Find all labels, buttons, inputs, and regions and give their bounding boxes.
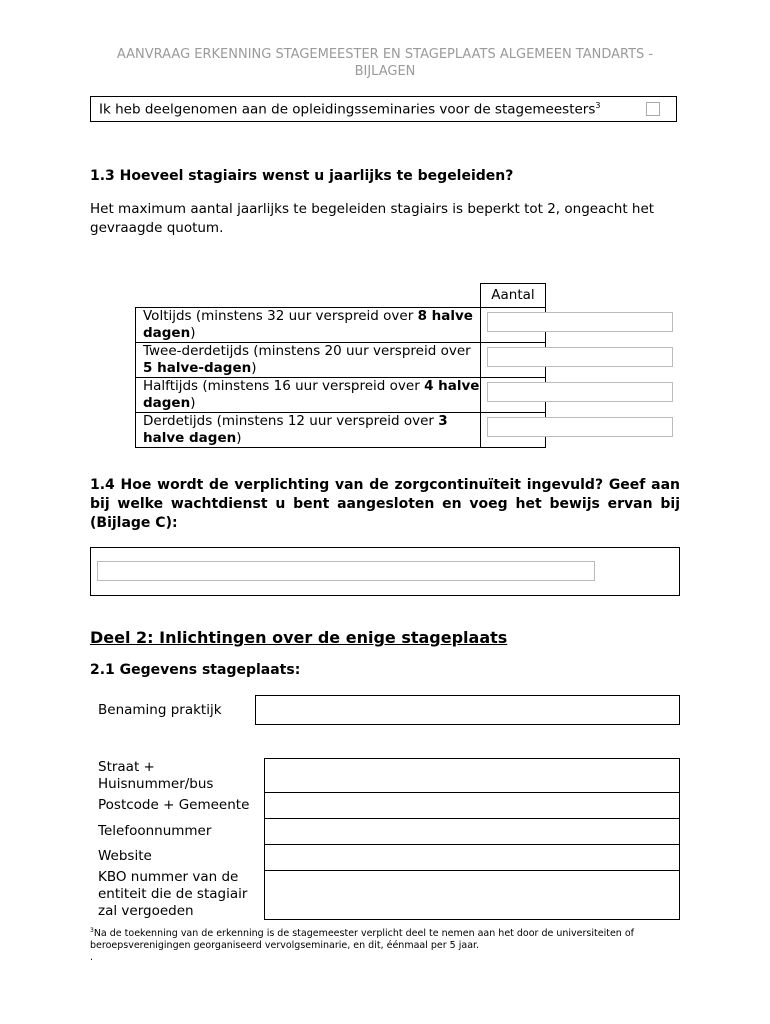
seminar-box <box>90 96 677 122</box>
header-line-1: AANVRAAG ERKENNING STAGEMEESTER EN STAGEPLAATS ALGEMEEN TANDARTS - <box>116 47 654 62</box>
deel-2-title: Deel 2: Inlichtingen over de enige stageplaats <box>90 628 508 647</box>
kbo-input[interactable] <box>264 870 680 920</box>
kbo-label: KBO nummer van de entiteit die de stagiair zal vergoeden <box>98 869 248 919</box>
row-label: Halftijds (minstens 16 uur verspreid over 4 halve dagen) <box>136 378 481 413</box>
straat-label: Straat + Huisnummer/bus <box>98 759 214 792</box>
aantal-input-halftijds[interactable] <box>487 382 673 402</box>
website-input[interactable] <box>264 844 680 871</box>
straat-input[interactable] <box>264 758 680 793</box>
seminar-checkbox[interactable] <box>646 102 660 116</box>
row-label: Twee-derdetijds (minstens 20 uur verspreid over 5 halve-dagen) <box>136 343 481 378</box>
aantal-input-twee-derdetijds[interactable] <box>487 347 673 367</box>
section-1-3-body: Het maximum aantal jaarlijks te begeleiden stagiairs is beperkt tot 2, ongeacht het gevraagde quotum. <box>90 201 655 236</box>
section-1-3-heading: 1.3 Hoeveel stagiairs wenst u jaarlijks te begeleiden? <box>90 168 514 184</box>
row-label: Derdetijds (minstens 12 uur verspreid over 3 halve dagen) <box>136 413 481 448</box>
telefoon-input[interactable] <box>264 818 680 845</box>
header-line-2: BIJLAGEN <box>354 64 416 79</box>
aantal-input-voltijds[interactable] <box>487 312 673 332</box>
table-row <box>136 343 546 378</box>
table-row <box>136 413 546 448</box>
column-header-aantal: Aantal <box>481 284 546 308</box>
footnote-text: Na de toekenning van de erkenning is de stagemeester verplicht deel te nemen aan het door de universiteiten of beroepsverenigingen georganiseerd vervolgseminarie, en dit, éénmaal per 5 jaar. <box>90 928 634 952</box>
website-label: Website <box>98 848 152 864</box>
footnote-trailing: . <box>90 952 94 964</box>
document-header <box>90 46 680 80</box>
table-row <box>136 308 546 343</box>
wachtdienst-input[interactable] <box>97 561 595 581</box>
quota-table <box>135 283 546 448</box>
table-row <box>136 378 546 413</box>
postcode-label: Postcode + Gemeente <box>98 797 250 813</box>
benaming-input[interactable] <box>255 695 680 725</box>
benaming-label: Benaming praktijk <box>98 702 222 718</box>
footnote-ref: 3 <box>595 101 601 110</box>
telefoon-label: Telefoonnummer <box>98 823 212 839</box>
seminar-text: Ik heb deelgenomen aan de opleidingsseminaries voor de stagemeesters$^3$ <box>99 101 601 118</box>
footnote <box>90 925 690 964</box>
wachtdienst-box <box>90 547 680 596</box>
row-label: Voltijds (minstens 32 uur verspreid over 8 halve dagen) <box>136 308 481 343</box>
postcode-input[interactable] <box>264 792 680 819</box>
aantal-input-derdetijds[interactable] <box>487 417 673 437</box>
section-1-4-heading: 1.4 Hoe wordt de verplichting van de zorgcontinuïteit ingevuld? Geef aan bij welke wachtdienst u bent aangesloten en voeg het bewijs ervan bij (Bijlage C): <box>90 477 680 531</box>
footnote-mark: 3 <box>90 927 94 934</box>
section-2-1-heading: 2.1 Gegevens stageplaats: <box>90 662 301 678</box>
